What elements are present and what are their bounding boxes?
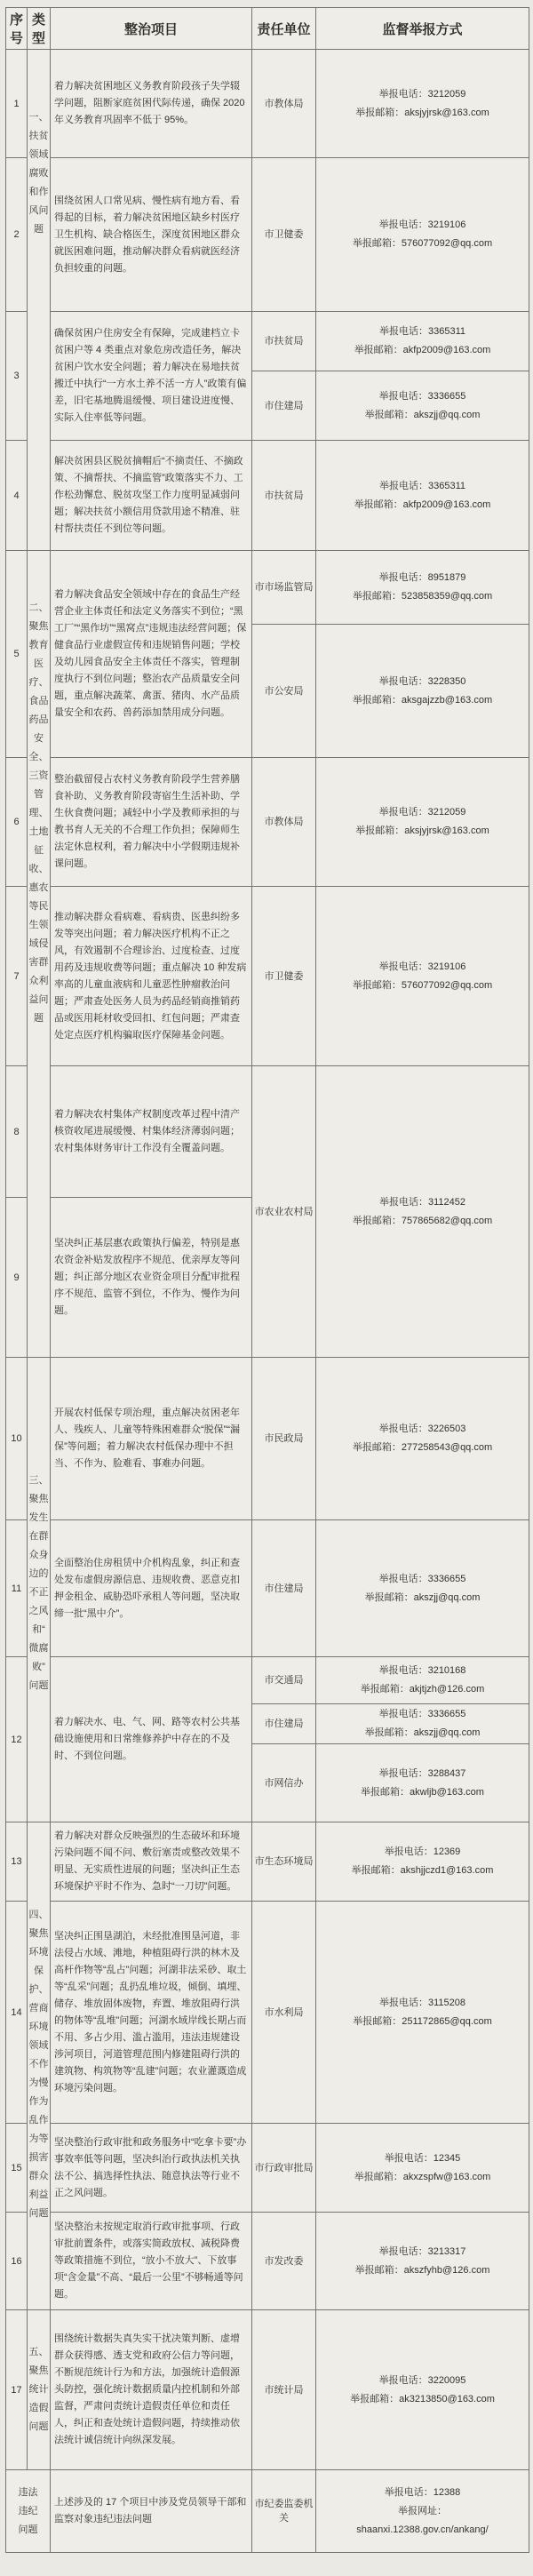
table-row [6,1520,529,1657]
unit-cell: 市统计局 [252,2310,316,2470]
project-cell: 坚决纠正基层惠农政策执行偏差，特别是惠农资金补贴发放程序不规范、优亲厚友等问题；纠正部分地区农业资金项目分配审批程序不规范、监管不到位，不作为、慢作为问题。 [51,1198,252,1358]
report-email: 举报邮箱：akfp2009@163.com [354,345,491,355]
row-number: 7 [6,887,28,1066]
report-email: 举报邮箱：akszfyhb@126.com [354,2264,490,2276]
project-cell: 围绕统计数据失真失实干扰决策判断、虚增群众获得感、透支党和政府公信力等问题，不断规范统计行为和方法，加强统计造假源头防控，强化统计数据质量内控机制和外部监督，严肃问责统计造假责任单位和责任人，纠正和查处统计造假问题，持续推动依法统计诚信统计向纵深发展。 [51,2310,252,2470]
table-row [6,1822,529,1902]
report-cell [316,551,529,625]
col-header-project: 整治项目 [51,8,252,50]
table-row [6,158,529,312]
unit-cell: 市发改委 [252,2213,316,2310]
report-email: 举报邮箱：akshjjczd1@163.com [351,1865,494,1876]
row-number: 6 [6,758,28,887]
report-cell [316,2310,529,2470]
project-cell: 解决贫困县区脱贫摘帽后“不摘责任、不摘政策、不摘帮扶、不摘监管”政策落实不力、工作松劲懈怠、脱贫攻坚工作力度明显减弱问题；解决扶贫小额信用贷款用途不精准、驻村帮扶责任不到位等问题。 [51,441,252,551]
type-cell-group4: 四、聚焦环境保护、营商环境领域不作为慢作为乱作为等损害群众利益问题 [28,1822,51,2310]
report-cell [316,1657,529,1704]
unit-cell: 市住建局 [252,371,316,441]
row-number: 9 [6,1198,28,1358]
report-cell [316,371,529,441]
project-cell: 围绕贫困人口常见病、慢性病有地方看、看得起的目标，着力解决贫困地区缺乡村医疗卫生机构、缺合格医生，深度贫困地区群众就医困难问题，推动解决群众看病就医经济负担较重的问题。 [51,158,252,312]
col-header-type: 类型 [28,8,51,50]
table-row [6,1066,529,1198]
table-row [6,312,529,371]
type-cell-group5: 五、聚焦统计造假问题 [28,2310,51,2470]
project-cell: 着力解决贫困地区义务教育阶段孩子失学辍学问题，阻断家庭贫困代际传递，确保 2020 年义务教育巩固率不低于 95%。 [51,50,252,158]
report-cell [316,1902,529,2124]
report-cell [316,312,529,371]
report-cell [316,2213,529,2310]
report-email: 举报邮箱：576077092@qq.com [352,238,493,249]
table-row [6,758,529,887]
table-row [6,551,529,625]
table-row [6,1358,529,1520]
table-row [6,2124,529,2213]
report-phone: 举报电话：3336655 [378,1709,466,1719]
unit-cell: 市农业农村局 [252,1066,316,1358]
report-email: 举报邮箱：aksgajzzb@163.com [352,694,493,706]
table-row [6,1902,529,2124]
col-header-report: 监督举报方式 [316,8,529,50]
row-number: 12 [6,1657,28,1822]
unit-cell: 市生态环境局 [252,1822,316,1902]
project-cell: 着力解决水、电、气、网、路等农村公共基础设施使用和日常维修养护中存在的不及时、不到位问题。 [51,1657,252,1822]
report-phone: 举报电话：3336655 [378,1573,466,1584]
row-number: 3 [6,312,28,441]
row-number: 5 [6,551,28,758]
report-phone: 举报电话：3213317 [378,2245,466,2257]
report-phone: 举报电话：3212059 [378,807,466,817]
report-cell [316,441,529,551]
report-email: 举报邮箱：aksjyjrsk@163.com [355,825,489,836]
unit-cell: 市扶贫局 [252,441,316,551]
type-cell-group2: 二、聚焦教育医疗、食品药品安全、三资管理、土地征收、惠农等民生领域侵害群众利益问题 [28,551,51,1358]
report-phone: 举报电话：3365311 [378,326,465,337]
report-email: 举报邮箱：523858359@qq.com [352,591,493,602]
table-row [6,2310,529,2470]
row-number: 4 [6,441,28,551]
unit-cell: 市住建局 [252,1520,316,1657]
row-number: 11 [6,1520,28,1657]
report-phone: 举报电话：12369 [384,1846,461,1857]
row-number: 2 [6,158,28,312]
footer-category-cell: 违法违纪问题 [6,2470,51,2553]
project-cell: 推动解决群众看病难、看病贵、医患纠纷多发等突出问题；着力解决医疗机构不正之风，有效遏制不合理诊治、过度检查、过度用药及违规收费等问题；重点解决 10 种发病率高的儿童血液病和儿童恶性肿瘤救治问题；严肃查处医务人员为药品经销商推销药品或医用耗材收受回扣、红包问题；严肃查处定点医疗机构骗取医疗保障基金问题。 [51,887,252,1066]
unit-cell: 市教体局 [252,758,316,887]
report-cell [316,1744,529,1822]
header-row [6,8,529,50]
unit-cell: 市公安局 [252,625,316,758]
project-cell: 坚决纠正围垦湖泊，未经批准围垦河道，非法侵占水域、滩地，种植阻碍行洪的林木及高杆作物等“乱占”问题；河湖非法采砂、取土等“乱采”问题；乱扔乱堆垃圾，倾倒、填埋、储存、堆放固体废物，弃置、堆放阻碍行洪的物体等“乱堆”问题；河湖水域岸线长期占而不用、多占少用、滥占滥用，违法违规建设涉河项目，河道管理范围内修建阻碍行洪的建筑物、构筑物等“乱建”问题；农业灌溉造成环境污染问题。 [51,1902,252,2124]
project-cell: 着力解决对群众反映强烈的生态破坏和环境污染问题不闻不问、敷衍塞责或整改效果不明显、无实质性进展的问题；坚决纠正生态环境保护平时不作为、急时“一刀切”问题。 [51,1822,252,1902]
unit-cell: 市卫健委 [252,158,316,312]
project-cell: 开展农村低保专项治理，重点解决贫困老年人、残疾人、儿童等特殊困难群众“脱保”“漏保”等问题；着力解决农村低保办理中不担当、不作为、脸难看、事难办问题。 [51,1358,252,1520]
unit-cell: 市水利局 [252,1902,316,2124]
report-email: 举报邮箱：akszjj@qq.com [364,1727,481,1738]
report-cell [316,158,529,312]
unit-cell: 市教体局 [252,50,316,158]
table-row [6,50,529,158]
report-phone: 举报电话：12345 [384,2152,461,2164]
report-email: 举报邮箱：akwljb@163.com [361,1786,484,1798]
report-email: 举报邮箱：akfp2009@163.com [354,498,491,510]
unit-cell: 市住建局 [252,1704,316,1744]
table-row [6,887,529,1066]
report-phone: 举报电话：3115208 [378,1997,465,2008]
report-email: 举报邮箱：757865682@qq.com [352,1215,493,1226]
unit-cell: 市交通局 [252,1657,316,1704]
type-cell-group3: 三、聚焦发生在群众身边的不正之风和“微腐败”问题 [28,1358,51,1822]
report-phone: 举报电话：3112452 [378,1196,465,1208]
report-phone: 举报电话：3219106 [378,219,466,230]
report-email: 举报邮箱：576077092@qq.com [352,979,493,991]
report-phone: 举报电话：3220095 [378,2374,466,2386]
row-number: 1 [6,50,28,158]
report-cell [316,50,529,158]
report-phone: 举报电话：3288437 [378,1767,466,1779]
project-cell: 上述涉及的 17 个项目中涉及党员领导干部和监察对象违纪违法问题 [51,2470,252,2553]
row-number: 13 [6,1822,28,1902]
unit-cell: 市民政局 [252,1358,316,1520]
report-phone: 举报电话：3228350 [378,675,466,687]
row-number: 10 [6,1358,28,1520]
report-email: 举报邮箱：akxzspfw@163.com [354,2171,491,2182]
report-cell [316,887,529,1066]
unit-cell: 市扶贫局 [252,312,316,371]
table-row [6,441,529,551]
report-phone: 举报电话：3365311 [378,480,465,491]
project-cell: 坚决整治未按规定取消行政审批事项、行政审批前置条件，或落实简政放权、减税降费等政策措施不到位，“放小不放大”、下放事项“含金量”不高、“最后一公里”不够畅通等问题。 [51,2213,252,2310]
report-email: 举报邮箱：akszjj@qq.com [364,409,481,420]
report-cell [316,1066,529,1358]
report-cell [316,2470,529,2553]
report-phone: 举报电话：3226503 [378,1424,466,1434]
unit-cell: 市纪委监委机关 [252,2470,316,2553]
project-cell: 着力解决食品安全领域中存在的食品生产经营企业主体责任和法定义务落实不到位；“黑工厂”“黑作坊”“黑窝点”违规违法经营问题；保健食品行业虚假宣传和违规销售问题；学校及幼儿园食品安全主体责任不落实，管理制度执行不到位问题；整治农产品质量安全问题，重点解决蔬菜、禽蛋、猪肉、水产品质量安全和农药、兽药添加禁用成分问题。 [51,551,252,758]
type-cell-group1: 一、扶贫领域腐败和作风问题 [28,50,51,551]
report-cell [316,2124,529,2213]
table-row-footer [6,2470,529,2553]
table-row [6,1657,529,1704]
unit-cell: 市卫健委 [252,887,316,1066]
report-cell [316,1704,529,1744]
report-phone: 举报电话：3212059 [378,88,466,100]
report-site-label: 举报网址： [398,2505,447,2516]
report-email: 举报邮箱：251172865@qq.com [353,2015,492,2027]
report-cell [316,625,529,758]
report-email: 举报邮箱：akszjj@qq.com [364,1591,481,1603]
report-email: 举报邮箱：ak3213850@163.com [350,2393,495,2405]
report-cell [316,758,529,887]
report-phone: 举报电话：3210168 [378,1665,466,1676]
unit-cell: 市行政审批局 [252,2124,316,2213]
report-site-url: shaanxi.12388.gov.cn/ankang/ [356,2524,489,2535]
row-number: 14 [6,1902,28,2124]
report-phone: 举报电话：8951879 [378,572,466,583]
project-cell: 坚决整治行政审批和政务服务中“吃拿卡要”办事效率低等问题，坚决纠治行政执法机关执法不公、搞选择性执法、随意执法等行业不正之风问题。 [51,2124,252,2213]
table-row [6,2213,529,2310]
row-number: 15 [6,2124,28,2213]
report-phone: 举报电话：12388 [384,2486,461,2498]
unit-cell: 市市场监管局 [252,551,316,625]
project-cell: 着力解决农村集体产权制度改革过程中清产核资收尾进展缓慢、村集体经济薄弱问题；农村集体财务审计工作没有全覆盖问题。 [51,1066,252,1198]
report-email: 举报邮箱：aksjyjrsk@163.com [355,107,489,118]
project-cell: 整治截留侵占农村义务教育阶段学生营养膳食补助、义务教育阶段寄宿生生活补助、学生伙食费问题；减轻中小学及教师承担的与教书育人无关的不合理工作负担；保障师生法定休息权利，着力解决中小学假期违规补课问题。 [51,758,252,887]
report-cell [316,1358,529,1520]
row-number: 8 [6,1066,28,1198]
rectification-table [5,7,529,2553]
project-cell: 确保贫困户住房安全有保障，完成建档立卡贫困户等 4 类重点对象危房改造任务，解决贫困户饮水安全问题；着力解决在易地扶贫搬迁中执行“一方水土养不活一方人”政策有偏差，旧宅基地腾退缓慢、项目建设进度慢、实际入住率低等问题。 [51,312,252,441]
unit-cell: 市网信办 [252,1744,316,1822]
report-email: 举报邮箱：277258543@qq.com [352,1442,493,1453]
row-number: 17 [6,2310,28,2470]
report-cell [316,1822,529,1902]
report-phone: 举报电话：3336655 [378,390,466,402]
row-number: 16 [6,2213,28,2310]
report-cell [316,1520,529,1657]
report-email: 举报邮箱：akjtjzh@126.com [360,1684,485,1695]
col-header-unit: 责任单位 [252,8,316,50]
project-cell: 全面整治住房租赁中介机构乱象，纠正和查处发布虚假房源信息、违规收费、恶意克扣押金租金、威胁恐吓承租人等问题，坚决取缔一批“黑中介”。 [51,1520,252,1657]
report-phone: 举报电话：3219106 [378,961,466,972]
col-header-number: 序号 [6,8,28,50]
